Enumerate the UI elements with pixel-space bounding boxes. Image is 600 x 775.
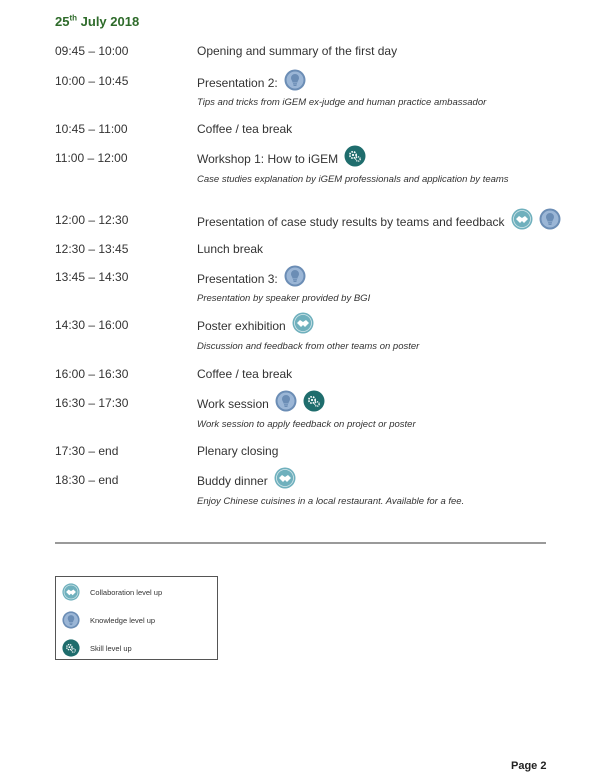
row-title: Buddy dinner [197,467,296,489]
legend-label: Skill level up [90,643,132,653]
collaboration-icon [511,208,533,230]
row-time: 14:30 – 16:00 [55,318,129,332]
row-description: Enjoy Chinese cuisines in a local restaurant. Available for a fee. [197,496,465,507]
legend-label: Knowledge level up [90,615,156,625]
knowledge-icon [539,208,561,230]
row-title: Presentation 2: [197,69,306,91]
row-title: Poster exhibition [197,312,314,334]
row-title: Work session [197,390,325,412]
row-time: 12:00 – 12:30 [55,213,129,227]
legend [55,576,218,660]
row-title: Opening and summary of the first day [197,44,398,58]
row-time: 17:30 – end [55,444,119,458]
row-title: Lunch break [197,242,264,256]
legend-item [62,611,155,629]
row-title: Coffee / tea break [197,122,293,136]
row-title: Presentation 3: [197,265,306,287]
row-description: Presentation by speaker provided by BGI [197,293,371,304]
row-time: 18:30 – end [55,473,119,487]
legend-label: Collaboration level up [90,587,163,597]
row-time: 12:30 – 13:45 [55,242,129,256]
knowledge-icon [62,611,80,629]
row-time: 11:00 – 12:00 [55,151,128,165]
divider [55,542,546,544]
row-description: Case studies explanation by iGEM professionals and application by teams [197,174,509,185]
row-time: 10:45 – 11:00 [55,122,128,136]
row-time: 13:45 – 14:30 [55,270,129,284]
legend-item [62,639,132,657]
collaboration-icon [274,467,296,489]
row-time: 16:00 – 16:30 [55,367,129,381]
knowledge-icon [275,390,297,412]
collaboration-icon [292,312,314,334]
row-time: 16:30 – 17:30 [55,396,129,410]
date-heading: 25th July 2018 [55,13,140,29]
page-number: Page 2 [511,760,547,772]
collaboration-icon [62,583,80,601]
row-time: 09:45 – 10:00 [55,44,129,58]
skill-icon [303,390,325,412]
legend-item [62,583,162,601]
row-title: Workshop 1: How to iGEM [197,145,366,167]
row-title: Plenary closing [197,444,279,458]
knowledge-icon [284,69,306,91]
row-description: Work session to apply feedback on project or poster [197,419,416,430]
skill-icon [62,639,80,657]
row-title: Presentation of case study results by teams and feedback [197,208,561,230]
row-title: Coffee / tea break [197,367,293,381]
knowledge-icon [284,265,306,287]
row-description: Discussion and feedback from other teams on poster [197,341,420,352]
skill-icon [344,145,366,167]
row-description: Tips and tricks from iGEM ex-judge and human practice ambassador [197,97,487,108]
row-time: 10:00 – 10:45 [55,74,129,88]
